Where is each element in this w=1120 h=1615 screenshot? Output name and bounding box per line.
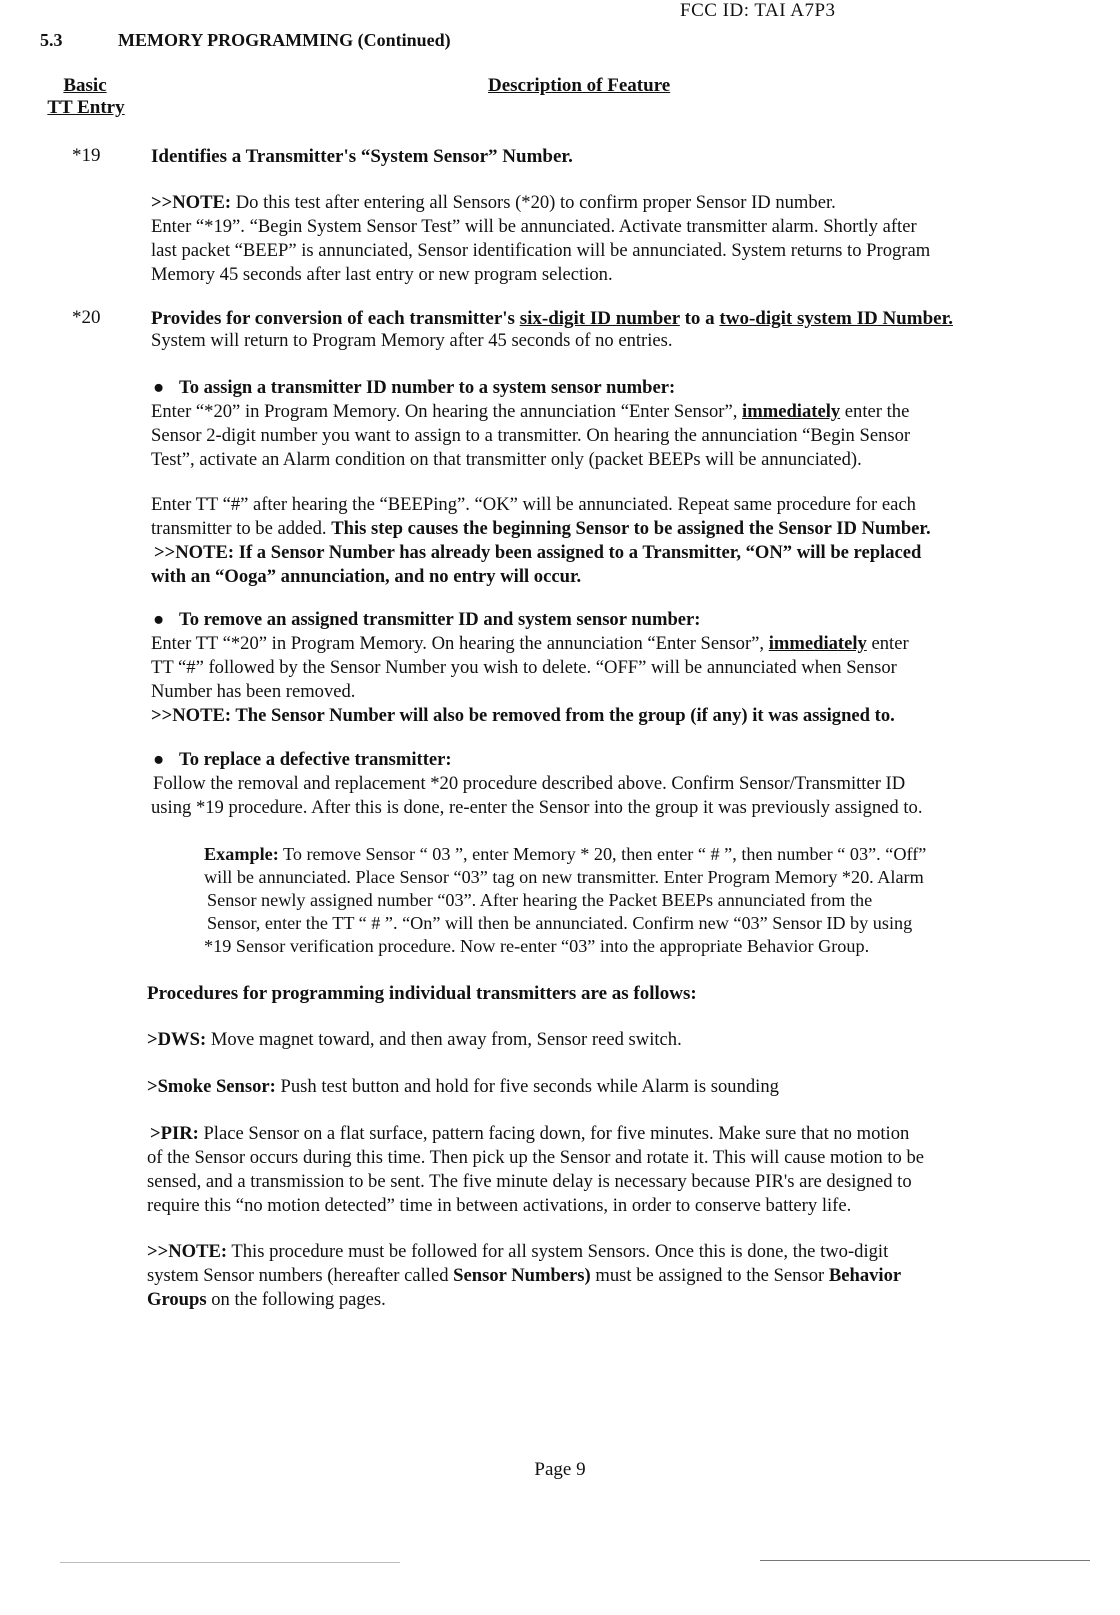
assign-line: enter the [840, 401, 910, 422]
assign-emphasis: This step causes the beginning Sensor to be assigned the Sensor ID Number. [331, 518, 931, 539]
smoke-label: >Smoke Sensor: [147, 1076, 276, 1097]
note-label: >>NOTE: [151, 192, 232, 213]
example-line: *19 Sensor verification procedure. Now re-enter “03” into the appropriate Behavior Group. [204, 936, 870, 956]
assign-line: Test”, activate an Alarm condition on that transmitter only (packet BEEPs will be annunciated). [151, 449, 862, 470]
scan-artifact-line [760, 1560, 1090, 1561]
assign-line: transmitter to be added. [151, 518, 332, 539]
bullet-icon: ● [153, 609, 165, 630]
fcc-id: FCC ID: TAI A7P3 [680, 0, 836, 21]
behavior-emphasis: Behavior [828, 1265, 902, 1286]
note-line: on the following pages. [206, 1289, 386, 1310]
pir-line: sensed, and a transmission to be sent. The five minute delay is necessary because PIR's are designed to [147, 1171, 912, 1192]
entry-20-title-part: to a [679, 308, 720, 329]
section-title: MEMORY PROGRAMMING (Continued) [118, 30, 451, 50]
procedure-pir [147, 1122, 1037, 1218]
remove-line: enter [866, 633, 909, 654]
bullet-icon: ● [153, 377, 165, 398]
procedures-heading: Procedures for programming individual transmitters are as follows: [147, 983, 697, 1004]
note-label: >>NOTE: [147, 1241, 228, 1262]
example-line: Sensor newly assigned number “03”. After hearing the Packet BEEPs annunciated from the [207, 890, 873, 910]
dws-text: Move magnet toward, and then away from, Sensor reed switch. [210, 1029, 682, 1050]
smoke-text: Push test button and hold for five seconds while Alarm is sounding [280, 1076, 779, 1097]
entry-code-19: *19 [72, 145, 101, 166]
remove-line: TT “#” followed by the Sensor Number you wish to delete. “OFF” will be annunciated when Sensor [151, 657, 897, 678]
assign-paragraph-2 [151, 493, 1036, 589]
assign-section [151, 376, 1036, 472]
example-line: Sensor, enter the TT “ # ”. “On” will then be annunciated. Confirm new “03” Sensor ID by using [207, 913, 913, 933]
example-block [204, 843, 1034, 958]
entry-code-20: *20 [72, 307, 101, 328]
replace-line: Follow the removal and replacement *20 procedure described above. Confirm Sensor/Transmitter ID [153, 773, 906, 794]
procedures-note [147, 1240, 1037, 1312]
example-line: To remove Sensor “ 03 ”, enter Memory * 20, then enter “ # ”, then number “ 03”. “Off” [283, 844, 927, 864]
entry-19-line: Memory 45 seconds after last entry or new program selection. [151, 264, 613, 285]
note-line: must be assigned to the Sensor [590, 1265, 829, 1286]
assign-line: Sensor 2-digit number you want to assign to a transmitter. On hearing the annunciation “Begin Sensor [151, 425, 911, 446]
dws-label: >DWS: [147, 1029, 207, 1050]
immediately-emphasis: immediately [768, 633, 867, 654]
entry-19-title: Identifies a Transmitter's “System Sensor” Number. [151, 146, 573, 167]
replace-section [151, 748, 1036, 820]
six-digit-id-emphasis: six-digit ID number [519, 308, 680, 329]
assign-note: with an “Ooga” annunciation, and no entry will occur. [151, 566, 582, 587]
column-heading-tt-entry: TT Entry [47, 97, 125, 118]
example-label: Example: [204, 844, 279, 864]
entry-19-line: Enter “*19”. “Begin System Sensor Test” will be annunciated. Activate transmitter alarm. Shortly after [151, 216, 917, 237]
procedure-dws [147, 1028, 1027, 1052]
section-number: 5.3 [40, 30, 63, 50]
assign-line: Enter “*20” in Program Memory. On hearing the annunciation “Enter Sensor”, [151, 401, 743, 422]
remove-line: Enter TT “*20” in Program Memory. On hearing the annunciation “Enter Sensor”, [151, 633, 769, 654]
note-line: system Sensor numbers (hereafter called [147, 1265, 454, 1286]
assign-note: >>NOTE: If a Sensor Number has already been assigned to a Transmitter, “ON” will be replaced [154, 542, 922, 563]
remove-note: >>NOTE: The Sensor Number will also be removed from the group (if any) it was assigned to. [151, 705, 895, 726]
procedure-smoke [147, 1075, 1027, 1099]
remove-heading: To remove an assigned transmitter ID and system sensor number: [179, 609, 701, 630]
replace-line: using *19 procedure. After this is done, re-enter the Sensor into the group it was previously assigned to. [151, 797, 923, 818]
pir-line: Place Sensor on a flat surface, pattern facing down, for five minutes. Make sure that no motion [203, 1123, 910, 1144]
bullet-icon: ● [153, 749, 165, 770]
entry-20-title [151, 307, 953, 331]
remove-line: Number has been removed. [151, 681, 356, 702]
entry-19-line: last packet “BEEP” is annunciated, Sensor identification will be annunciated. System returns to Program [151, 240, 931, 261]
assign-heading: To assign a transmitter ID number to a system sensor number: [179, 377, 676, 398]
scan-artifact-line [60, 1562, 400, 1563]
sensor-numbers-emphasis: Sensor Numbers) [453, 1265, 591, 1286]
entry-19-note: Do this test after entering all Sensors (*20) to confirm proper Sensor ID number. [235, 192, 836, 213]
immediately-emphasis: immediately [742, 401, 841, 422]
two-digit-id-emphasis: two-digit system ID Number. [719, 308, 954, 329]
column-heading-basic: Basic [63, 75, 107, 96]
remove-section [151, 608, 1036, 728]
groups-emphasis: Groups [147, 1289, 207, 1310]
entry-20-line: System will return to Program Memory after 45 seconds of no entries. [151, 330, 673, 351]
example-line: will be annunciated. Place Sensor “03” tag on new transmitter. Enter Program Memory *20. Alarm [204, 867, 924, 887]
pir-line: of the Sensor occurs during this time. Then pick up the Sensor and rotate it. This will cause motion to be [147, 1147, 925, 1168]
entry-19-body [151, 191, 1036, 287]
replace-heading: To replace a defective transmitter: [179, 749, 452, 770]
pir-line: require this “no motion detected” time in between activations, in order to conserve battery life. [147, 1195, 852, 1216]
note-line: This procedure must be followed for all system Sensors. Once this is done, the two-digit [231, 1241, 889, 1262]
page-number: Page 9 [534, 1459, 586, 1480]
entry-20-title-part: Provides for conversion of each transmitter's [151, 308, 520, 329]
pir-label: >PIR: [150, 1123, 199, 1144]
assign-line: Enter TT “#” after hearing the “BEEPing”. “OK” will be annunciated. Repeat same procedure for each [151, 494, 916, 515]
column-heading-description: Description of Feature [488, 75, 671, 96]
section-heading [40, 30, 451, 51]
